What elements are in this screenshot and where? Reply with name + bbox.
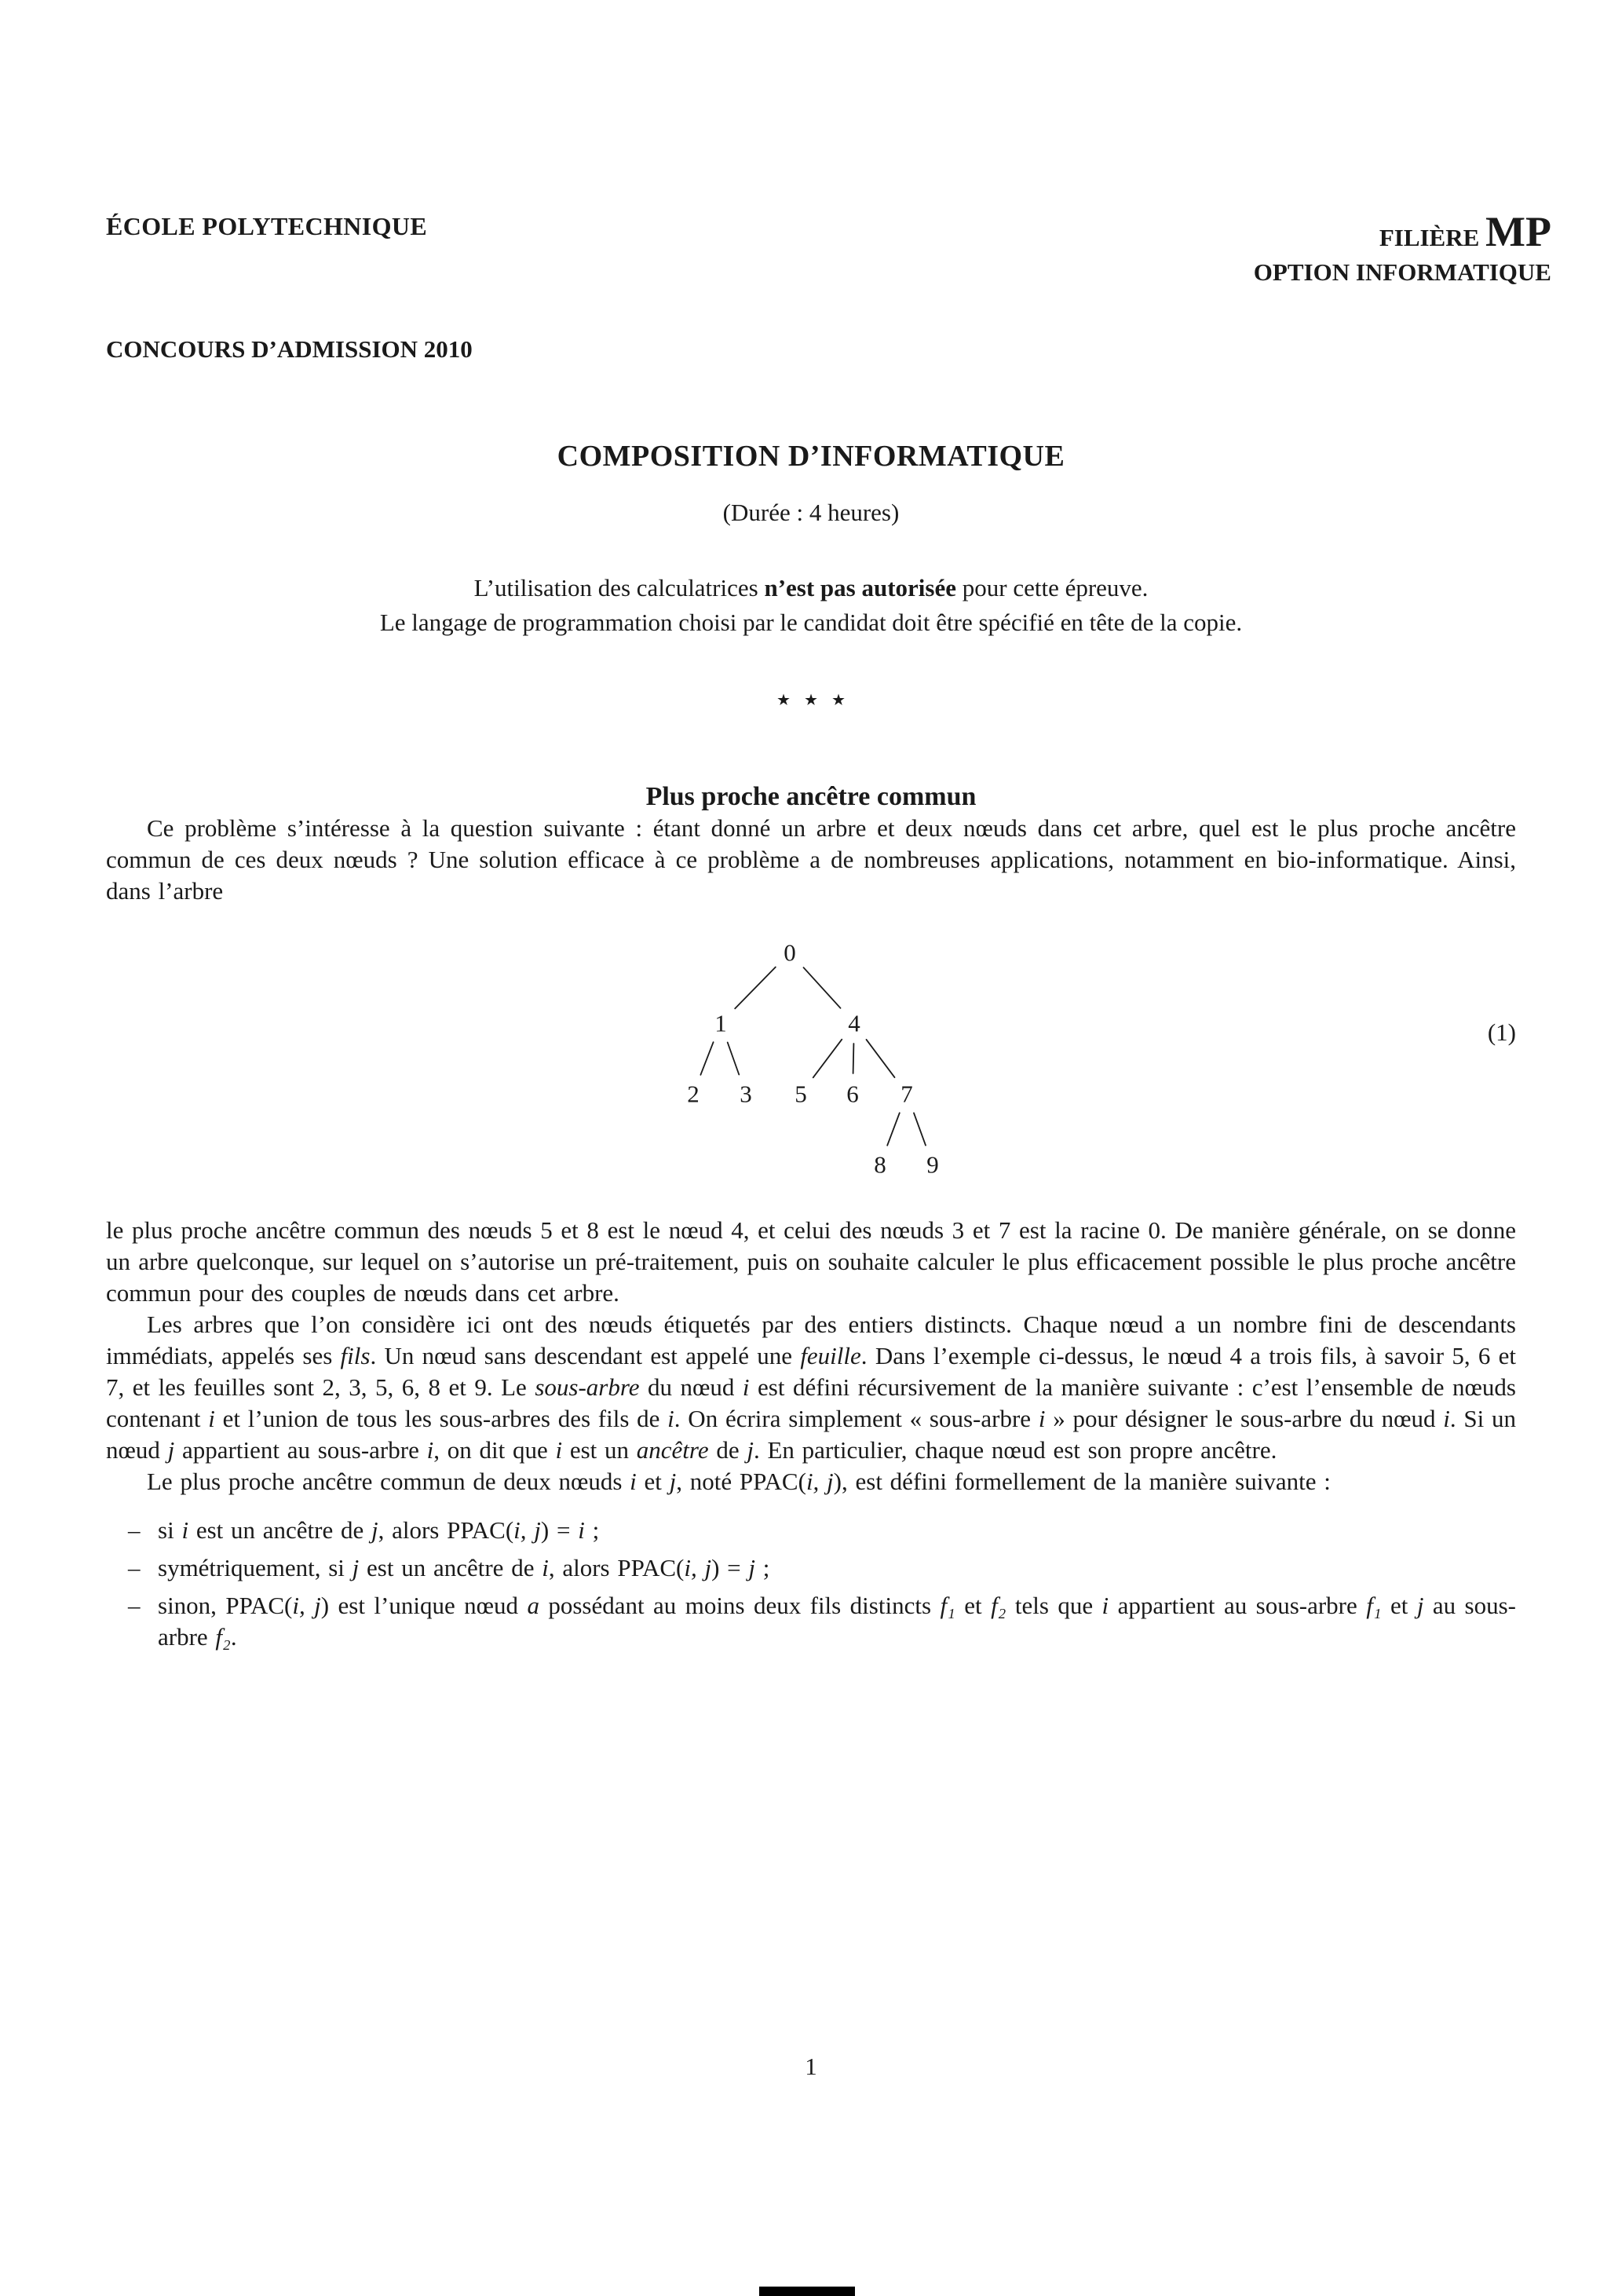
- filiere-label: FILIÈRE: [1379, 224, 1480, 251]
- list-item-text: symétriquement, si j est un ancêtre de i, alors PPAC(i, j) = j ;: [158, 1554, 770, 1581]
- doc-title: COMPOSITION D’INFORMATIQUE: [557, 440, 1065, 473]
- paragraph-intro: Ce problème s’intéresse à la question suivante : étant donné un arbre et deux nœuds dans cet arbre, quel est le plus proche ancêtre commun de ces deux nœuds ? Une solution efficace à ce problème a de nombreuses applications, notamment en bio-informatique. Ainsi, dans l’arbre: [106, 814, 1516, 905]
- svg-text:0: 0: [784, 938, 796, 967]
- svg-text:3: 3: [740, 1080, 752, 1108]
- filiere-block: [1254, 210, 1551, 288]
- document-header: [106, 210, 1551, 288]
- filiere-line: [1254, 210, 1551, 254]
- svg-text:2: 2: [687, 1080, 700, 1108]
- filiere-value: MP: [1485, 208, 1551, 255]
- paragraph-after-tree: le plus proche ancêtre commun des nœuds 5 et 8 est le nœud 4, et celui des nœuds 3 et 7 est la racine 0. De manière générale, on se donne un arbre quelconque, sur lequel on s’autorise un pré-traitement, puis on souhaite calculer le plus efficacement possible le plus proche ancêtre commun pour des couples de nœuds dans cet arbre.: [106, 1216, 1516, 1307]
- page-number: 1: [805, 2053, 817, 2080]
- list-item: [106, 1515, 1516, 1546]
- list-item-text: si i est un ancêtre de j, alors PPAC(i, j) = i ;: [158, 1516, 600, 1544]
- svg-text:1: 1: [714, 1009, 727, 1037]
- list-item: [106, 1552, 1516, 1584]
- list-dash: –: [128, 1516, 141, 1544]
- svg-text:4: 4: [848, 1009, 860, 1037]
- concours-title: CONCOURS D’ADMISSION 2010: [106, 335, 473, 363]
- equation-number: (1): [1487, 1018, 1516, 1046]
- svg-text:6: 6: [846, 1080, 859, 1108]
- notice-line-1: L’utilisation des calculatrices n’est pas autorisée pour cette épreuve.: [473, 574, 1149, 601]
- svg-text:7: 7: [901, 1080, 913, 1108]
- scan-artifact-bar: [759, 2287, 855, 2296]
- doc-duration: (Durée : 4 heures): [722, 499, 900, 526]
- tree-figure: [106, 929, 1516, 1196]
- notice-block: [106, 572, 1516, 638]
- list-dash: –: [128, 1554, 141, 1581]
- ppac-case-list: [106, 1515, 1516, 1653]
- svg-text:8: 8: [874, 1150, 886, 1179]
- stars-separator: ⋆ ⋆ ⋆: [773, 682, 849, 717]
- paragraph-ppac-intro: Le plus proche ancêtre commun de deux nœuds i et j, noté PPAC(i, j), est défini formellement de la manière suivante :: [147, 1468, 1331, 1495]
- svg-text:9: 9: [926, 1150, 939, 1179]
- svg-text:5: 5: [795, 1080, 807, 1108]
- school-name: ÉCOLE POLYTECHNIQUE: [106, 212, 428, 240]
- notice-line-2: Le langage de programmation choisi par le candidat doit être spécifié en tête de la copie.: [379, 609, 1243, 636]
- tree-svg: [646, 929, 976, 1188]
- paragraph-definitions: Les arbres que l’on considère ici ont des nœuds étiquetés par des entiers distincts. Chaque nœud a un nombre fini de descendants immédiats, appelés ses fils. Un nœud sans descendant est appelé une feuille. Dans l’exemple ci-dessus, le nœud 4 a trois fils, à savoir 5, 6 et 7, et les feuilles sont 2, 3, 5, 6, 8 et 9. Le sous-arbre du nœud i est défini récursivement de la manière suivante : c’est l’ensemble de nœuds contenant i et l’union de tous les sous-arbres des fils de i. On écrira simplement « sous-arbre i » pour désigner le sous-arbre du nœud i. Si un nœud j appartient au sous-arbre i, on dit que i est un ancêtre de j. En particulier, chaque nœud est son propre ancêtre.: [106, 1311, 1517, 1464]
- section-title: Plus proche ancêtre commun: [645, 782, 977, 811]
- list-dash: –: [128, 1592, 141, 1619]
- list-item-text: sinon, PPAC(i, j) est l’unique nœud a possédant au moins deux fils distincts f₁ et f₂ tels que i appartient au sous-arbre f₁ et j au sous-arbre f₂.: [158, 1592, 1516, 1651]
- option-label: OPTION INFORMATIQUE: [1253, 258, 1551, 286]
- list-item: [106, 1590, 1516, 1653]
